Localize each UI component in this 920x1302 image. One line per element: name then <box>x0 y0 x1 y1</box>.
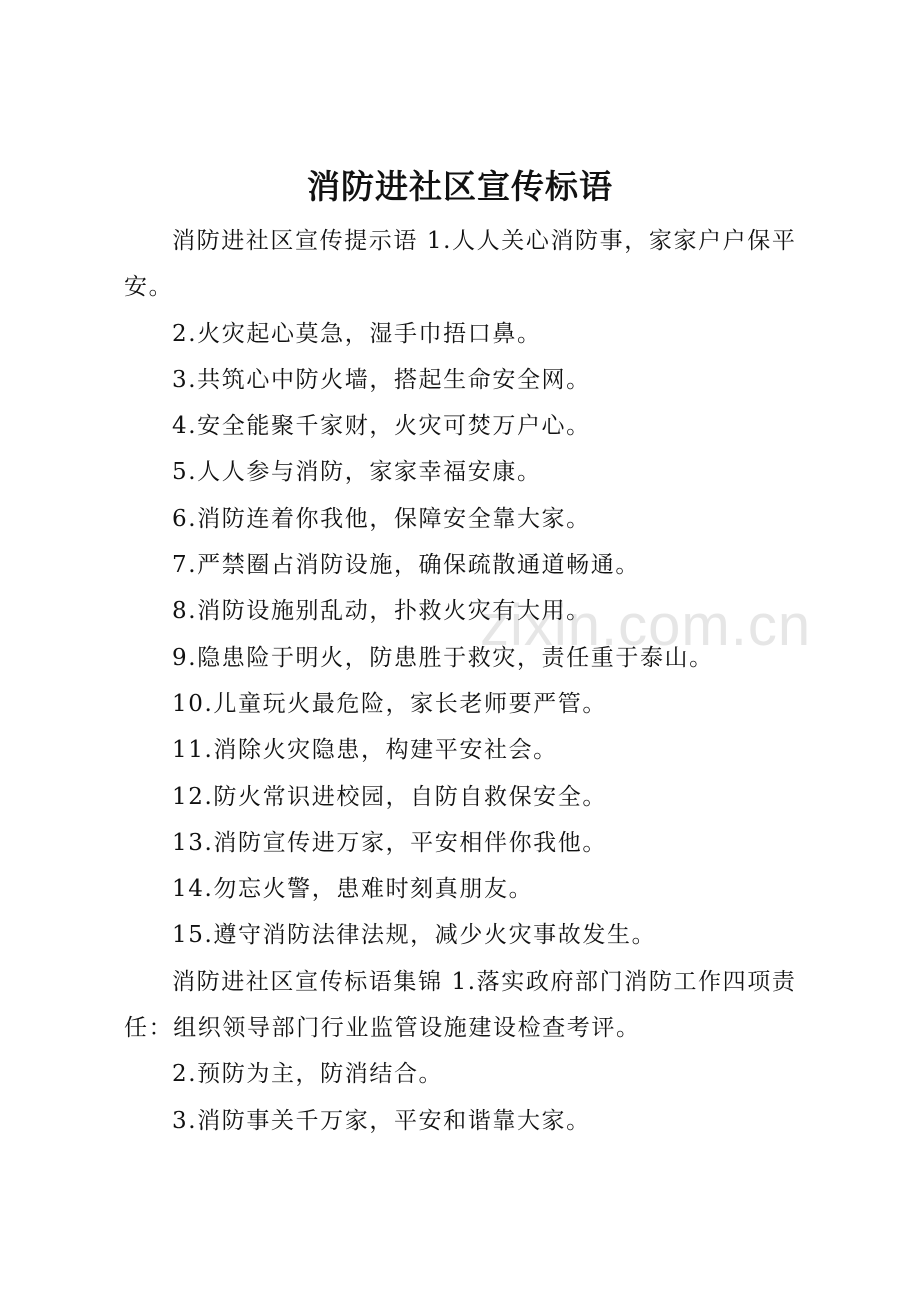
slogan-item: 2.火灾起心莫急，湿手巾捂口鼻。 <box>172 320 542 347</box>
document-body <box>124 218 808 1144</box>
slogan-item: 3.共筑心中防火墙，搭起生命安全网。 <box>172 366 591 393</box>
slogan-item: 15.遵守消防法律法规，减少火灾事故发生。 <box>172 922 657 949</box>
slogan-item: 8.消防设施别乱动，扑救火灾有大用。 <box>172 598 591 625</box>
slogan-item: 11.消除火灾隐患，构建平安社会。 <box>172 737 558 764</box>
paragraph-collection-slogan-1: 消防进社区宣传标语集锦 1.落实政府部门消防工作四项责任：组织领导部门行业监管设施建设检查考评。 <box>124 968 797 1042</box>
document-title: 消防进社区宣传标语 <box>307 167 613 206</box>
slogan-item: 6.消防连着你我他，保障安全靠大家。 <box>172 505 591 532</box>
slogan-item: 4.安全能聚千家财，火灾可焚万户心。 <box>172 413 591 440</box>
slogan-item: 12.防火常识进校园，自防自救保安全。 <box>172 783 607 810</box>
slogan-item: 9.隐患险于明火，防患胜于救灾，责任重于泰山。 <box>172 644 714 671</box>
watermark: zixin.com.cn <box>480 593 812 658</box>
slogan-item: 2.预防为主，防消结合。 <box>172 1061 444 1088</box>
slogan-item: 10.儿童玩火最危险，家长老师要严管。 <box>172 690 607 717</box>
slogan-item: 3.消防事关千万家，平安和谐靠大家。 <box>172 1107 591 1134</box>
slogan-item: 14.勿忘火警，患难时刻真朋友。 <box>172 876 534 903</box>
slogan-item: 13.消防宣传进万家，平安相伴你我他。 <box>172 829 607 856</box>
slogan-item: 5.人人参与消防，家家幸福安康。 <box>172 459 542 486</box>
paragraph-intro-slogan-1: 消防进社区宣传提示语 1.人人关心消防事，家家户户保平安。 <box>124 228 797 301</box>
slogan-item: 7.严禁圈占消防设施，确保疏散通道畅通。 <box>172 552 640 579</box>
